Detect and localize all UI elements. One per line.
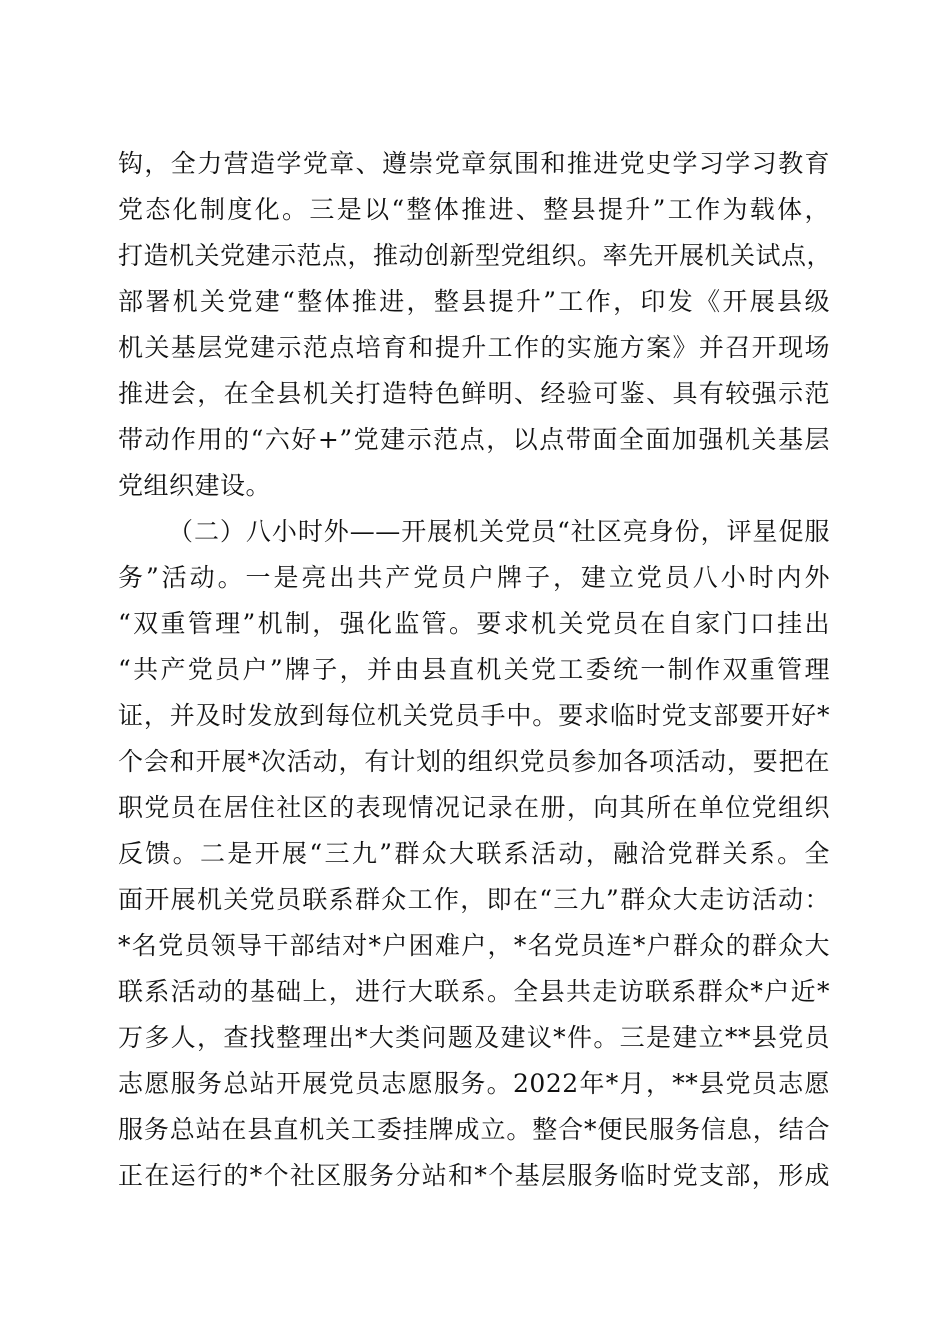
text-line: 钩，全力营造学党章、遵崇党章氛围和推进党史学习学习教育 (118, 149, 830, 178)
text-line: 服务总站在县直机关工委挂牌成立。整合*便民服务信息，结合 (118, 1115, 830, 1144)
text-line: 务”活动。一是亮出共产党员户牌子，建立党员八小时内外 (118, 563, 830, 592)
text-line: 证，并及时发放到每位机关党员手中。要求临时党支部要开好* (118, 701, 830, 730)
text-line: 部署机关党建“整体推进，整县提升”工作，印发《开展县级 (118, 287, 830, 316)
text-line: “共产党员户”牌子，并由县直机关党工委统一制作双重管理 (118, 655, 830, 684)
text-line: 反馈。二是开展“三九”群众大联系活动，融洽党群关系。全 (118, 839, 830, 868)
text-line: 机关基层党建示范点培育和提升工作的实施方案》并召开现场 (118, 333, 830, 362)
text-line: 党态化制度化。三是以“整体推进、整县提升”工作为载体， (118, 195, 830, 224)
text-line: 联系活动的基础上，进行大联系。全县共走访联系群众*户近* (118, 977, 830, 1006)
section-heading-line: （二）八小时外——开展机关党员“社区亮身份，评星促服 (168, 517, 830, 546)
text-line: 个会和开展*次活动，有计划的组织党员参加各项活动，要把在 (118, 747, 830, 776)
text-line: *名党员领导干部结对*户困难户，*名党员连*户群众的群众大 (118, 931, 830, 960)
text-line: “双重管理”机制，强化监管。要求机关党员在自家门口挂出 (118, 609, 830, 638)
text-line: 推进会，在全县机关打造特色鲜明、经验可鉴、具有较强示范 (118, 379, 830, 408)
text-line: 正在运行的*个社区服务分站和*个基层服务临时党支部，形成 (118, 1161, 830, 1190)
text-line: 打造机关党建示范点，推动创新型党组织。率先开展机关试点， (118, 241, 833, 270)
text-line: 职党员在居住社区的表现情况记录在册，向其所在单位党组织 (118, 793, 830, 822)
text-line: 志愿服务总站开展党员志愿服务。2022年*月，**县党员志愿 (118, 1069, 830, 1098)
text-line: 万多人，查找整理出*大类问题及建议*件。三是建立**县党员 (118, 1023, 830, 1052)
text-line: 党组织建设。 (118, 471, 272, 500)
text-line: 面开展机关党员联系群众工作，即在“三九”群众大走访活动： (118, 885, 830, 914)
text-line: 带动作用的“六好+”党建示范点，以点带面全面加强机关基层 (118, 425, 830, 454)
